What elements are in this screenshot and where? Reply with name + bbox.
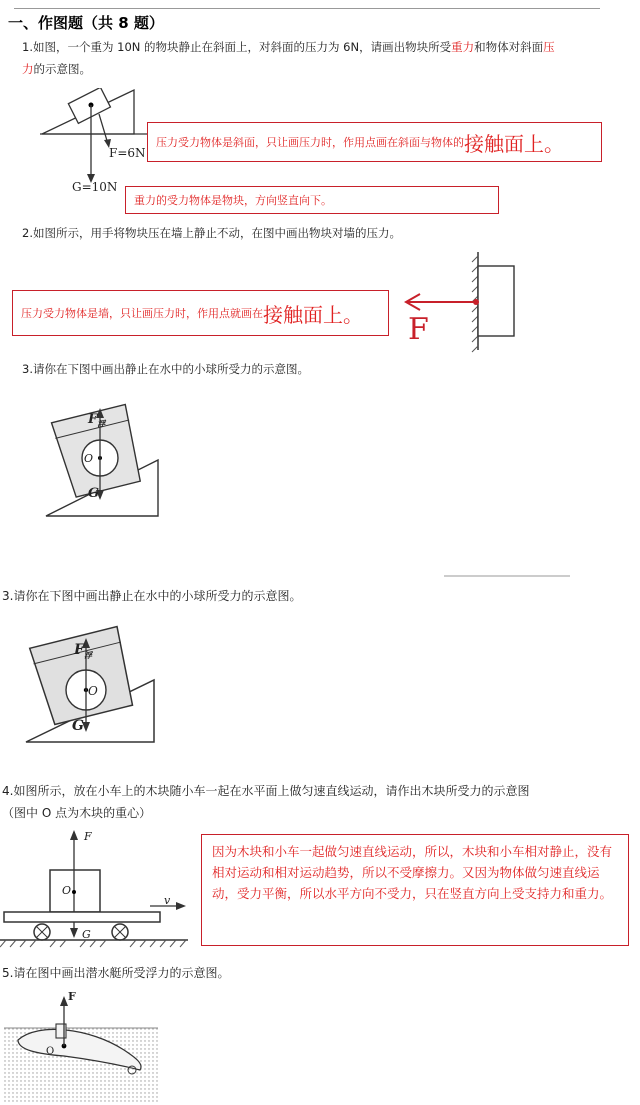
q3b-label-f <box>74 642 92 661</box>
q4-label-v: v <box>164 894 171 907</box>
q1-highlight-gravity: 重力 <box>451 40 475 54</box>
q3b-label-f-subscript: 浮 <box>83 649 92 660</box>
q4-note: 因为木块和小车一起做匀速直线运动，所以，木块和小车相对静止，没有相对运动和相对运动趋势，所以不受摩擦力。又因为物体做匀速直线运动，受力平衡，所以水平方向不受力，只在竖直方向上受支持力和重力。 <box>201 834 629 946</box>
question-3b: 3.请你在下图中画出静止在水中的小球所受力的示意图。 <box>2 589 302 603</box>
q5-label-f: F <box>68 990 76 1003</box>
question-3a: 3.请你在下图中画出静止在水中的小球所受力的示意图。 <box>22 362 309 376</box>
section-title: 一、作图题（共 8 题） <box>8 14 164 32</box>
q1-text-c: 的示意图。 <box>33 62 91 76</box>
question-5: 5.请在图中画出潜水艇所受浮力的示意图。 <box>2 966 230 980</box>
q1-label-g: G=10N <box>72 180 118 194</box>
q3a-label-f-subscript: 浮 <box>97 418 106 429</box>
q3b-label-g: G <box>72 718 84 734</box>
q1-note-pressure <box>147 122 602 162</box>
q2-label-f: F <box>408 312 429 347</box>
q3b-diagram-ball <box>18 618 168 748</box>
q3a-label-f <box>88 412 105 430</box>
q2-note-text: 压力受力物体是墙，只让画压力时，作用点就画在 <box>21 307 263 320</box>
q3b-label-f-letter: F <box>74 642 84 658</box>
q4-label-o: O <box>62 884 72 897</box>
q3b-label-o: O <box>88 684 98 698</box>
top-rule <box>14 8 600 9</box>
q3a-label-g: G <box>88 486 100 501</box>
q5-diagram-submarine <box>4 988 158 1102</box>
q4-label-g: G <box>82 928 91 941</box>
q1-note-gravity-text: 重力的受力物体是物块，方向竖直向下。 <box>134 194 332 207</box>
q3a-label-f-letter: F <box>88 412 98 427</box>
question-2: 2.如图所示，用手将物块压在墙上静止不动，在图中画出物块对墙的压力。 <box>22 226 401 240</box>
q1-note-pressure-emphasis: 接触面上。 <box>464 131 564 156</box>
q1-note-gravity <box>125 186 499 214</box>
q1-text-a: 1.如图，一个重为 10N 的物块静止在斜面上，对斜面的压力为 6N，请画出物块所受 <box>22 40 452 54</box>
q4-diagram-cart <box>0 826 196 952</box>
q1-highlight-pressure-b: 力 <box>22 62 34 76</box>
q1-note-pressure-text: 压力受力物体是斜面，只让画压力时，作用点画在斜面与物体的 <box>156 136 464 149</box>
q1-text-b: 和物体对斜面 <box>474 40 544 54</box>
q1-label-f: F=6N <box>109 146 146 160</box>
question-1-line-2 <box>22 60 91 79</box>
question-4-line-2: （图中 O 点为木块的重心） <box>2 806 152 820</box>
q5-label-o: O <box>46 1046 55 1057</box>
question-1-line-1 <box>22 38 555 57</box>
scan-artifact-line <box>444 575 570 577</box>
q3a-label-o: O <box>84 452 94 465</box>
question-4-line-1: 4.如图所示，放在小车上的木块随小车一起在水平面上做匀速直线运动，请作出木块所受力的示意图 <box>2 784 530 798</box>
q2-note <box>12 290 389 336</box>
q2-note-emphasis: 接触面上。 <box>263 302 363 327</box>
q1-highlight-pressure-a: 压 <box>543 40 555 54</box>
q4-label-f: F <box>84 830 92 843</box>
